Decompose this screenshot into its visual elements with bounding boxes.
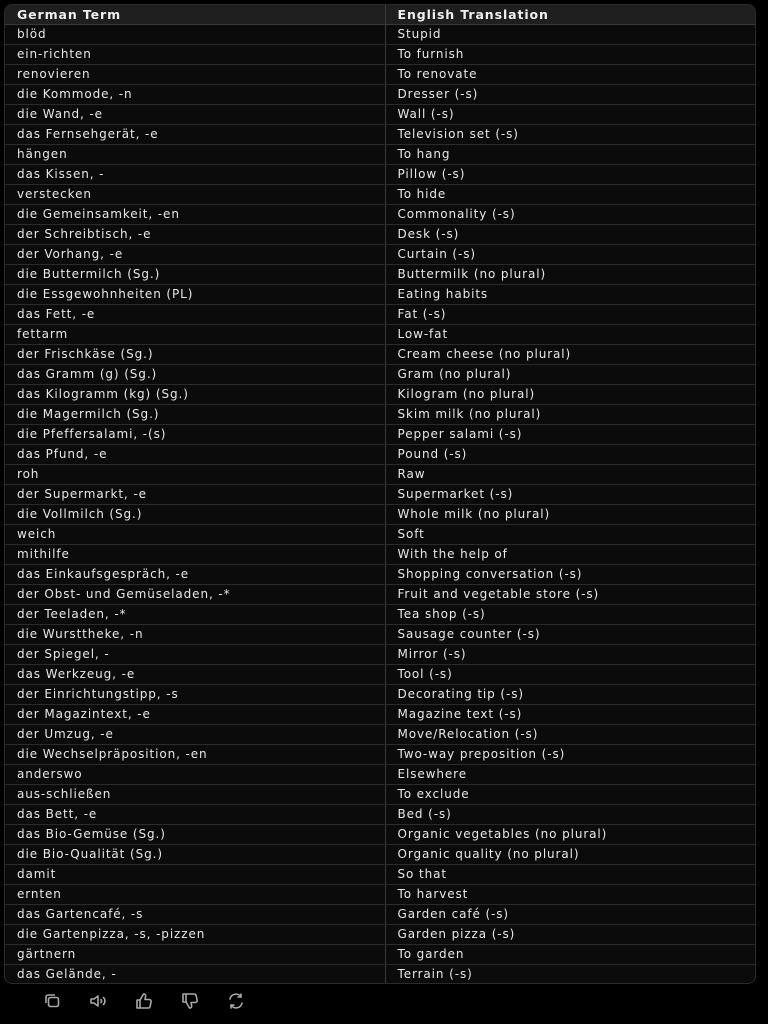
- german-term-cell: blöd: [5, 25, 385, 45]
- message-action-toolbar: [38, 988, 250, 1014]
- english-translation-cell: Two-way preposition (-s): [385, 745, 755, 765]
- table-row: [5, 245, 755, 265]
- table-row: [5, 425, 755, 445]
- table-row: [5, 725, 755, 745]
- table-row: [5, 265, 755, 285]
- german-term-cell: verstecken: [5, 185, 385, 205]
- english-translation-cell: To harvest: [385, 885, 755, 905]
- table-row: [5, 865, 755, 885]
- table-row: [5, 825, 755, 845]
- table-row: [5, 525, 755, 545]
- english-translation-cell: Supermarket (-s): [385, 485, 755, 505]
- german-term-cell: die Pfeffersalami, -(s): [5, 425, 385, 445]
- german-term-cell: weich: [5, 525, 385, 545]
- german-term-cell: anderswo: [5, 765, 385, 785]
- english-translation-cell: Move/Relocation (-s): [385, 725, 755, 745]
- german-term-cell: fettarm: [5, 325, 385, 345]
- table-row: [5, 785, 755, 805]
- german-term-cell: der Teeladen, -*: [5, 605, 385, 625]
- german-term-cell: roh: [5, 465, 385, 485]
- english-translation-cell: Elsewhere: [385, 765, 755, 785]
- table-row: [5, 925, 755, 945]
- german-term-cell: das Kissen, -: [5, 165, 385, 185]
- german-term-cell: das Bio-Gemüse (Sg.): [5, 825, 385, 845]
- german-term-cell: die Wechselpräposition, -en: [5, 745, 385, 765]
- table-row: [5, 665, 755, 685]
- german-term-cell: der Umzug, -e: [5, 725, 385, 745]
- english-translation-cell: Eating habits: [385, 285, 755, 305]
- table-row: [5, 25, 755, 45]
- english-translation-cell: Skim milk (no plural): [385, 405, 755, 425]
- german-term-cell: der Magazintext, -e: [5, 705, 385, 725]
- english-translation-cell: To renovate: [385, 65, 755, 85]
- german-term-cell: das Kilogramm (kg) (Sg.): [5, 385, 385, 405]
- table-row: [5, 305, 755, 325]
- english-translation-cell: Buttermilk (no plural): [385, 265, 755, 285]
- table-row: [5, 365, 755, 385]
- english-translation-cell: Organic quality (no plural): [385, 845, 755, 865]
- english-translation-cell: Dresser (-s): [385, 85, 755, 105]
- table-row: [5, 465, 755, 485]
- english-translation-cell: Garden café (-s): [385, 905, 755, 925]
- german-term-cell: das Fett, -e: [5, 305, 385, 325]
- german-term-cell: die Bio-Qualität (Sg.): [5, 845, 385, 865]
- german-term-cell: die Vollmilch (Sg.): [5, 505, 385, 525]
- english-translation-cell: Shopping conversation (-s): [385, 565, 755, 585]
- english-translation-cell: Tool (-s): [385, 665, 755, 685]
- table-row: [5, 965, 755, 985]
- german-term-cell: hängen: [5, 145, 385, 165]
- column-header-german-term: German Term: [5, 5, 385, 25]
- table-row: [5, 905, 755, 925]
- english-translation-cell: Kilogram (no plural): [385, 385, 755, 405]
- copy-icon: [42, 991, 62, 1011]
- table-row: [5, 165, 755, 185]
- english-translation-cell: Pound (-s): [385, 445, 755, 465]
- german-term-cell: ernten: [5, 885, 385, 905]
- german-term-cell: damit: [5, 865, 385, 885]
- german-term-cell: die Wursttheke, -n: [5, 625, 385, 645]
- english-translation-cell: Desk (-s): [385, 225, 755, 245]
- english-translation-cell: Cream cheese (no plural): [385, 345, 755, 365]
- english-translation-cell: Low-fat: [385, 325, 755, 345]
- german-term-cell: das Gramm (g) (Sg.): [5, 365, 385, 385]
- table-row: [5, 545, 755, 565]
- table-row: [5, 625, 755, 645]
- table-row: [5, 605, 755, 625]
- german-term-cell: die Essgewohnheiten (PL): [5, 285, 385, 305]
- german-term-cell: die Kommode, -n: [5, 85, 385, 105]
- german-term-cell: der Supermarkt, -e: [5, 485, 385, 505]
- english-translation-cell: Stupid: [385, 25, 755, 45]
- copy-button[interactable]: [38, 989, 66, 1013]
- german-term-cell: die Wand, -e: [5, 105, 385, 125]
- table-row: [5, 705, 755, 725]
- english-translation-cell: To garden: [385, 945, 755, 965]
- english-translation-cell: So that: [385, 865, 755, 885]
- german-term-cell: der Obst- und Gemüseladen, -*: [5, 585, 385, 605]
- english-translation-cell: Fat (-s): [385, 305, 755, 325]
- german-term-cell: das Einkaufsgespräch, -e: [5, 565, 385, 585]
- table-row: [5, 385, 755, 405]
- table-row: [5, 125, 755, 145]
- table-row: [5, 445, 755, 465]
- english-translation-cell: To hide: [385, 185, 755, 205]
- table-row: [5, 205, 755, 225]
- english-translation-cell: To exclude: [385, 785, 755, 805]
- table-row: [5, 345, 755, 365]
- vocabulary-table-container: [4, 4, 756, 984]
- table-row: [5, 945, 755, 965]
- german-term-cell: der Vorhang, -e: [5, 245, 385, 265]
- table-row: [5, 225, 755, 245]
- table-row: [5, 185, 755, 205]
- english-translation-cell: Terrain (-s): [385, 965, 755, 985]
- table-row: [5, 505, 755, 525]
- english-translation-cell: Mirror (-s): [385, 645, 755, 665]
- english-translation-cell: Tea shop (-s): [385, 605, 755, 625]
- table-row: [5, 805, 755, 825]
- table-body: [5, 25, 755, 985]
- table-row: [5, 405, 755, 425]
- german-term-cell: das Gartencafé, -s: [5, 905, 385, 925]
- english-translation-cell: Bed (-s): [385, 805, 755, 825]
- german-term-cell: die Magermilch (Sg.): [5, 405, 385, 425]
- german-term-cell: die Gartenpizza, -s, -pizzen: [5, 925, 385, 945]
- table-row: [5, 645, 755, 665]
- speaker-icon: [88, 991, 108, 1011]
- english-translation-cell: Pepper salami (-s): [385, 425, 755, 445]
- english-translation-cell: To hang: [385, 145, 755, 165]
- english-translation-cell: Soft: [385, 525, 755, 545]
- table-row: [5, 585, 755, 605]
- table-row: [5, 325, 755, 345]
- english-translation-cell: Fruit and vegetable store (-s): [385, 585, 755, 605]
- german-term-cell: der Frischkäse (Sg.): [5, 345, 385, 365]
- english-translation-cell: Pillow (-s): [385, 165, 755, 185]
- table-row: [5, 685, 755, 705]
- german-term-cell: die Buttermilch (Sg.): [5, 265, 385, 285]
- table-row: [5, 285, 755, 305]
- english-translation-cell: Wall (-s): [385, 105, 755, 125]
- table-row: [5, 105, 755, 125]
- good-response-button[interactable]: [130, 989, 158, 1013]
- english-translation-cell: Commonality (-s): [385, 205, 755, 225]
- english-translation-cell: Organic vegetables (no plural): [385, 825, 755, 845]
- english-translation-cell: Television set (-s): [385, 125, 755, 145]
- bad-response-button[interactable]: [176, 989, 204, 1013]
- german-term-cell: das Pfund, -e: [5, 445, 385, 465]
- german-term-cell: das Fernsehgerät, -e: [5, 125, 385, 145]
- column-header-english-translation: English Translation: [385, 5, 755, 25]
- table-row: [5, 65, 755, 85]
- german-term-cell: das Bett, -e: [5, 805, 385, 825]
- german-term-cell: ein-richten: [5, 45, 385, 65]
- german-term-cell: die Gemeinsamkeit, -en: [5, 205, 385, 225]
- english-translation-cell: Magazine text (-s): [385, 705, 755, 725]
- german-term-cell: mithilfe: [5, 545, 385, 565]
- table-row: [5, 845, 755, 865]
- english-translation-cell: Gram (no plural): [385, 365, 755, 385]
- german-term-cell: der Spiegel, -: [5, 645, 385, 665]
- german-term-cell: der Einrichtungstipp, -s: [5, 685, 385, 705]
- german-term-cell: der Schreibtisch, -e: [5, 225, 385, 245]
- table-row: [5, 885, 755, 905]
- english-translation-cell: To furnish: [385, 45, 755, 65]
- table-row: [5, 485, 755, 505]
- english-translation-cell: Garden pizza (-s): [385, 925, 755, 945]
- english-translation-cell: Raw: [385, 465, 755, 485]
- thumbs-up-icon: [134, 991, 154, 1011]
- table-row: [5, 85, 755, 105]
- table-row: [5, 765, 755, 785]
- thumbs-down-icon: [180, 991, 200, 1011]
- read-aloud-button[interactable]: [84, 989, 112, 1013]
- german-term-cell: aus-schließen: [5, 785, 385, 805]
- vocabulary-table: [5, 5, 755, 984]
- german-term-cell: das Werkzeug, -e: [5, 665, 385, 685]
- english-translation-cell: Whole milk (no plural): [385, 505, 755, 525]
- regenerate-icon: [226, 991, 246, 1011]
- english-translation-cell: Decorating tip (-s): [385, 685, 755, 705]
- english-translation-cell: Sausage counter (-s): [385, 625, 755, 645]
- table-row: [5, 565, 755, 585]
- english-translation-cell: Curtain (-s): [385, 245, 755, 265]
- german-term-cell: renovieren: [5, 65, 385, 85]
- table-row: [5, 745, 755, 765]
- table-header-row: [5, 5, 755, 25]
- english-translation-cell: With the help of: [385, 545, 755, 565]
- regenerate-button[interactable]: [222, 989, 250, 1013]
- table-row: [5, 45, 755, 65]
- german-term-cell: gärtnern: [5, 945, 385, 965]
- german-term-cell: das Gelände, -: [5, 965, 385, 985]
- table-row: [5, 145, 755, 165]
